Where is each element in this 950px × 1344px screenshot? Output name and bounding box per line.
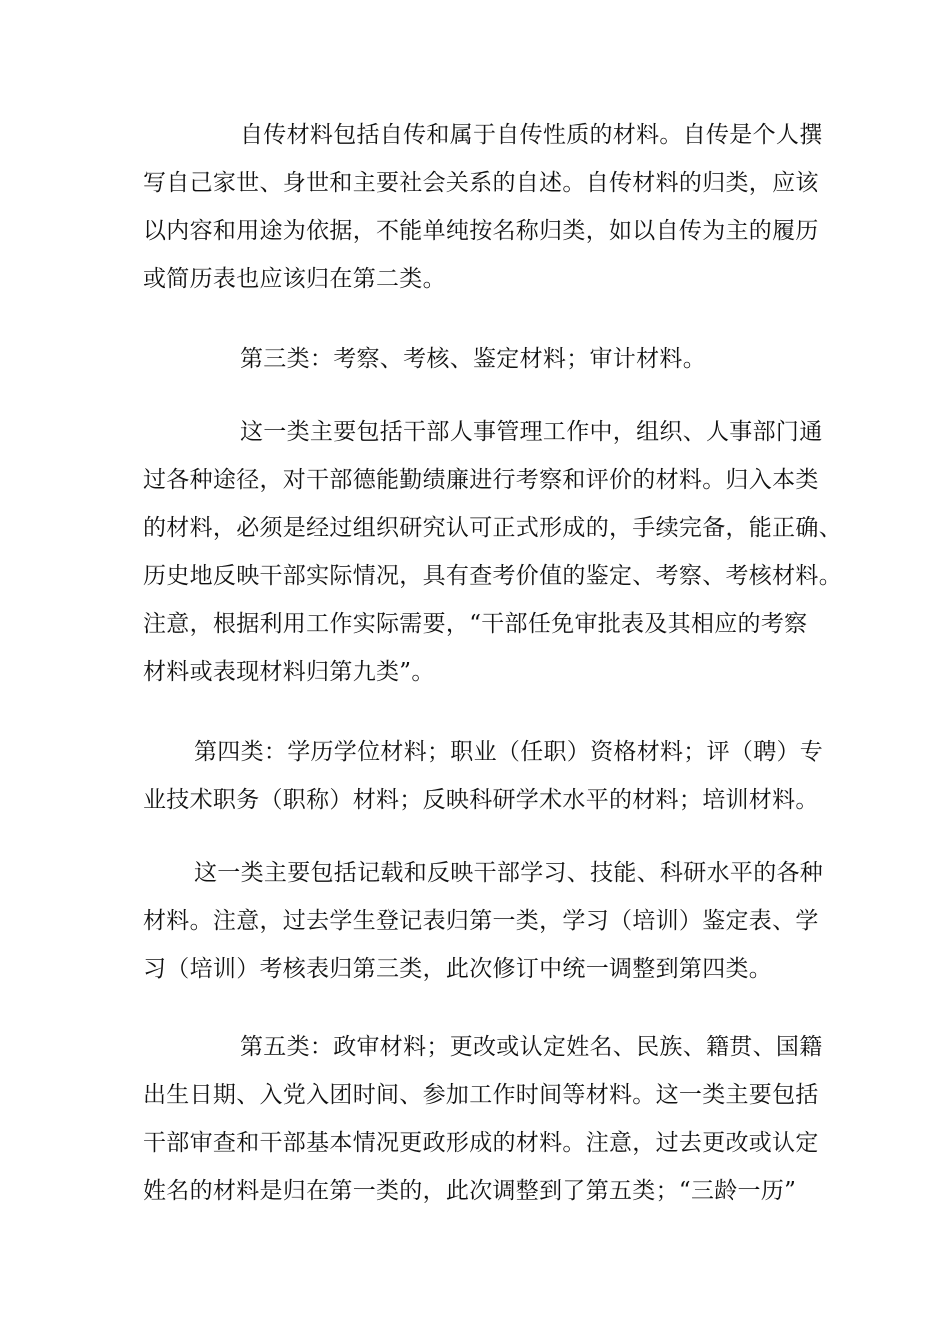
text-line: 以内容和用途为依据，不能单纯按名称归类，如以自传为主的履历 <box>143 218 819 244</box>
text-line: 习（培训）考核表归第三类，此次修订中统一调整到第四类。 <box>143 956 773 982</box>
section-heading-line: 第四类：学历学位材料；职业（任职）资格材料；评（聘）专 <box>194 739 824 765</box>
text-line: 过各种途径，对干部德能勤绩廉进行考察和评价的材料。归入本类 <box>143 467 819 493</box>
text-line: 写自己家世、身世和主要社会关系的自述。自传材料的归类，应该 <box>143 170 819 196</box>
text-line: 或简历表也应该归在第二类。 <box>143 266 446 292</box>
text-line: 这一类主要包括记载和反映干部学习、技能、科研水平的各种 <box>194 860 824 886</box>
text-line: 材料。注意，过去学生登记表归第一类，学习（培训）鉴定表、学 <box>143 908 819 934</box>
section-heading-line: 业技术职务（职称）材料；反映科研学术水平的材料；培训材料。 <box>143 787 819 813</box>
text-line: 自传材料包括自传和属于自传性质的材料。自传是个人撰 <box>240 122 823 148</box>
section-heading-line: 第三类：考察、考核、鉴定材料；审计材料。 <box>240 346 706 372</box>
text-line: 注意，根据利用工作实际需要，“干部任免审批表及其相应的考察 <box>143 611 808 637</box>
text-line: 干部审查和干部基本情况更政形成的材料。注意，过去更改或认定 <box>143 1130 819 1156</box>
text-line: 第五类：政审材料；更改或认定姓名、民族、籍贯、国籍 <box>240 1034 823 1060</box>
text-line: 历史地反映干部实际情况，具有查考价值的鉴定、考察、考核材料。 <box>143 563 842 589</box>
text-line: 姓名的材料是归在第一类的，此次调整到了第五类；“三龄一历” <box>143 1178 797 1204</box>
text-line: 的材料，必须是经过组织研究认可正式形成的，手续完备，能正确、 <box>143 515 842 541</box>
text-line: 这一类主要包括干部人事管理工作中，组织、人事部门通 <box>240 419 823 445</box>
text-line: 材料或表现材料归第九类”。 <box>143 659 435 685</box>
text-line: 出生日期、入党入团时间、参加工作时间等材料。这一类主要包括 <box>143 1082 819 1108</box>
